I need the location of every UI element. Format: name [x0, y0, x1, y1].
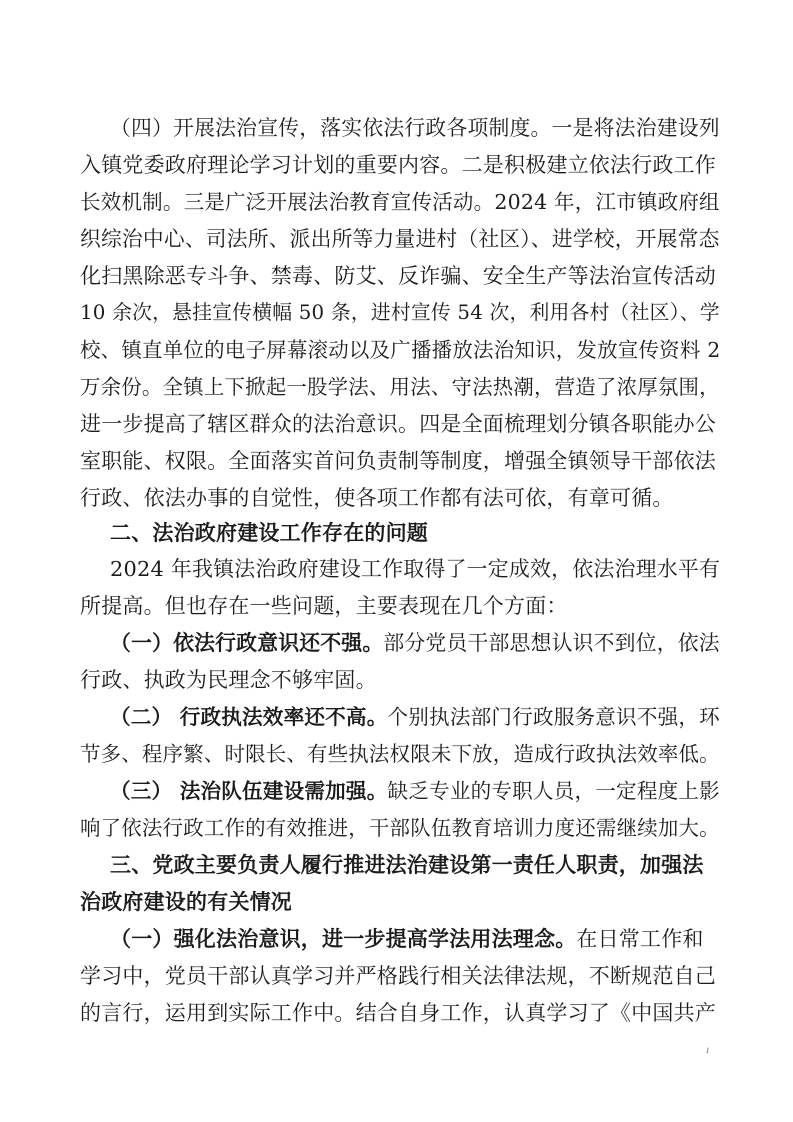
section-lead: （三） 法治队伍建设需加强。 — [110, 779, 388, 803]
section-lead: （二） 行政执法效率还不高。 — [110, 705, 388, 729]
paragraph-line: 的言行，运用到实际工作中。结合自身工作，认真学习了《中国共产 — [80, 1001, 716, 1025]
paragraph-text: 个别执法部门行政服务意识不强，环 — [387, 705, 720, 729]
section-lead: （一）依法行政意识还不强。 — [110, 630, 384, 655]
paragraph-line: 所提高。但也存在一些问题，主要表现在几个方面： — [80, 594, 568, 618]
paragraph-line: 长效机制。三是广泛开展法治教育宣传活动。2024 年，江市镇政府组 — [80, 190, 720, 214]
section-heading-continuation: 治政府建设的有关情况 — [80, 889, 292, 914]
paragraph-line: 校、镇直单位的电子屏幕滚动以及广播播放法治知识，发放宣传资料 2 — [80, 338, 721, 362]
paragraph-line: 织综治中心、司法所、派出所等力量进村（社区）、进学校，开展常态 — [80, 227, 720, 251]
paragraph-text: 在日常工作和 — [576, 927, 704, 951]
paragraph-line: 2024 年我镇法治政府建设工作取得了一定成效，依法治理水平有 — [110, 557, 721, 581]
paragraph-line: 10 余次，悬挂宣传横幅 50 条，进村宣传 54 次，利用各村（社区）、学 — [80, 301, 720, 324]
paragraph-line: 响了依法行政工作的有效推进，干部队伍教育培训力度还需继续加大。 — [80, 816, 720, 840]
section-lead: （四）开展法治宣传，落实依法行政各项制度。 — [110, 116, 552, 140]
paragraph-line: 室职能、权限。全面落实首问负责制等制度，增强全镇领导干部依法 — [80, 449, 716, 473]
paragraph-line — [110, 113, 720, 143]
paragraph-text: 部分党员干部思想认识不到位，依法 — [383, 631, 720, 655]
paragraph-line: 节多、程序繁、时限长、有些执法权限未下放，造成行政执法效率低。 — [80, 742, 720, 766]
scan-speck: ı — [705, 1044, 711, 1057]
section-lead: （一）强化法治意识，进一步提高学法用法理念。 — [110, 926, 577, 951]
paragraph-line: 万余份。全镇上下掀起一股学法、用法、守法热潮，营造了浓厚氛围， — [80, 375, 720, 399]
paragraph-text: 缺乏专业的专职人员，一定程度上影 — [387, 779, 720, 803]
paragraph-line: 行政、依法办事的自觉性，使各项工作都有法可依，有章可循。 — [80, 486, 674, 510]
paragraph-line: 学习中，党员干部认真学习并严格践行相关法律法规，不断规范自己 — [80, 964, 716, 988]
paragraph-line — [110, 924, 704, 954]
paragraph-line: 进一步提高了辖区群众的法治意识。四是全面梳理划分镇各职能办公 — [80, 412, 716, 436]
paragraph-line: 行政、执政为民理念不够牢固。 — [80, 668, 377, 692]
paragraph-line: 入镇党委政府理论学习计划的重要内容。二是积极建立依法行政工作 — [80, 153, 716, 177]
paragraph-line — [110, 776, 720, 806]
section-heading: 二、法治政府建设工作存在的问题 — [110, 520, 428, 545]
paragraph-line: 化扫黑除恶专斗争、禁毒、防艾、反诈骗、安全生产等法治宣传活动 — [80, 264, 716, 288]
paragraph-line — [110, 702, 720, 732]
paragraph-line — [110, 628, 720, 658]
paragraph-text: 一是将法治建设列 — [551, 116, 720, 140]
section-heading: 三、党政主要负责人履行推进法治建设第一责任人职责，加强法 — [110, 852, 704, 877]
